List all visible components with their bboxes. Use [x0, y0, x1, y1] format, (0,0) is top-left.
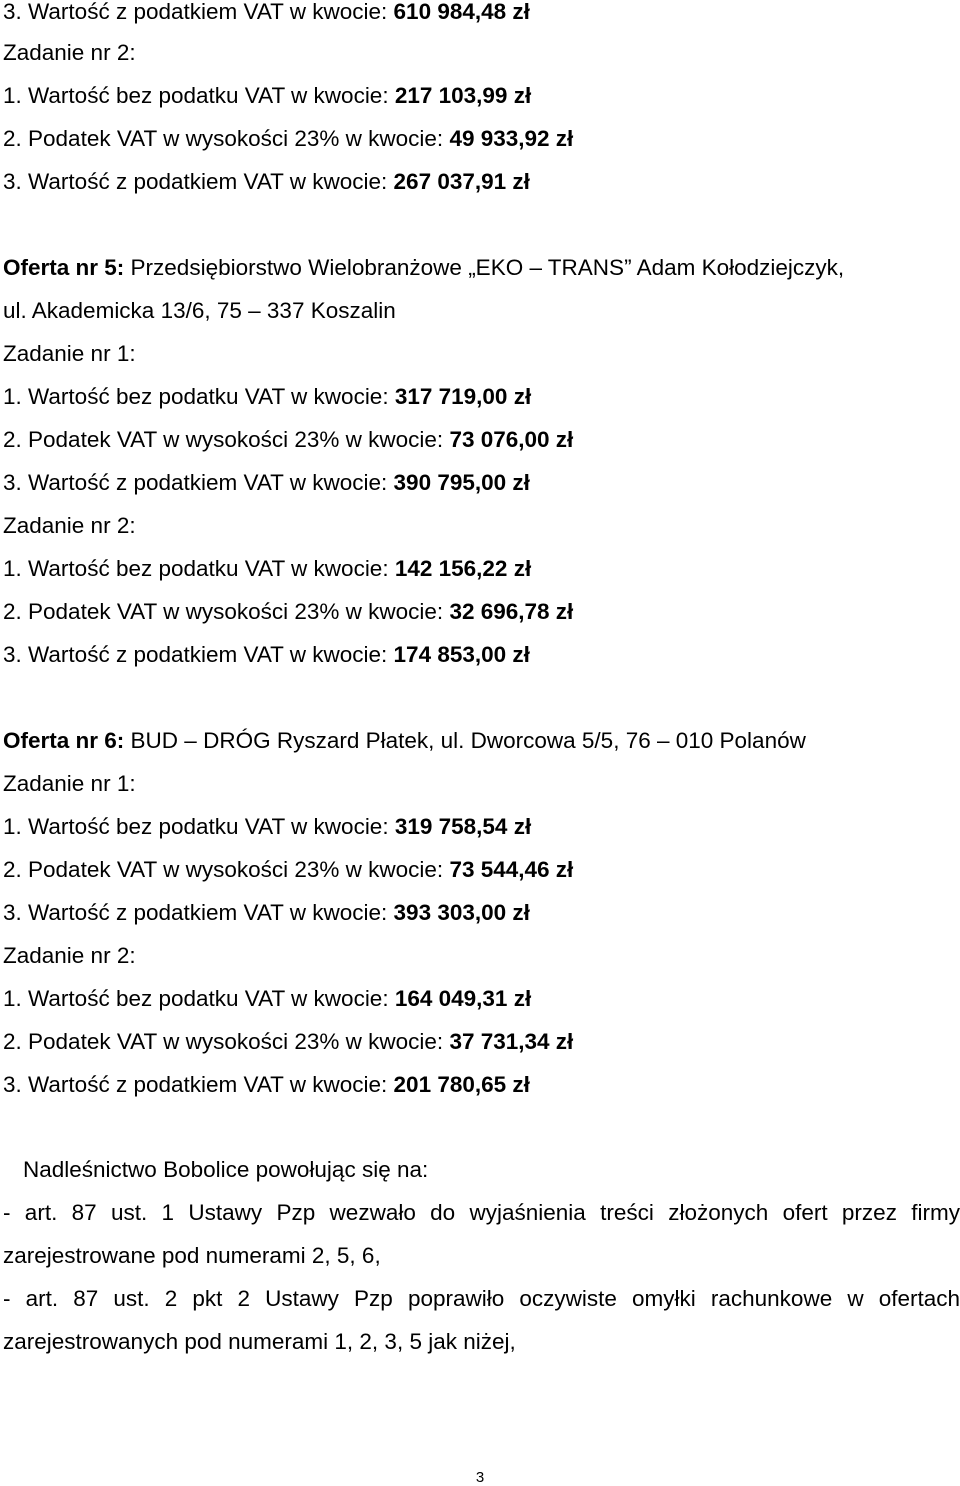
paragraph-intro: Nadleśnictwo Bobolice powołując się na: [23, 1157, 429, 1182]
value-without-vat-line: 1. Wartość bez podatku VAT w kwocie: 319 758,54 zł [3, 814, 532, 839]
amount: 32 696,78 zł [449, 599, 574, 624]
task-heading: Zadanie nr 2: [3, 40, 136, 65]
amount: 317 719,00 zł [394, 384, 532, 409]
offer-address: ul. Akademicka 13/6, 75 – 337 Koszalin [3, 298, 396, 323]
amount: 267 037,91 zł [393, 169, 530, 194]
amount: 393 303,00 zł [393, 900, 530, 925]
amount: 174 853,00 zł [393, 642, 530, 667]
paragraph-line: - art. 87 ust. 2 pkt 2 Ustawy Pzp poprawiło oczywiste omyłki rachunkowe w ofertach [3, 1286, 960, 1311]
value-with-vat-line: 3. Wartość z podatkiem VAT w kwocie: 390 795,00 zł [3, 470, 530, 495]
vat-amount-line: 2. Podatek VAT w wysokości 23% w kwocie: 49 933,92 zł [3, 126, 574, 151]
value-without-vat-line: 1. Wartość bez podatku VAT w kwocie: 142 156,22 zł [3, 556, 532, 581]
amount: 390 795,00 zł [393, 470, 530, 495]
vat-amount-line: 2. Podatek VAT w wysokości 23% w kwocie: 32 696,78 zł [3, 599, 574, 624]
paragraph-line: zarejestrowanych pod numerami 1, 2, 3, 5 jak niżej, [3, 1329, 516, 1354]
amount: 217 103,99 zł [394, 83, 532, 108]
page-number: 3 [475, 1469, 485, 1486]
amount: 319 758,54 zł [394, 814, 532, 839]
offer-company: BUD – DRÓG Ryszard Płatek, ul. Dworcowa 5/5, 76 – 010 Polanów [130, 728, 806, 753]
amount: 37 731,34 zł [449, 1029, 574, 1054]
value-with-vat-line: 3. Wartość z podatkiem VAT w kwocie: 201 780,65 zł [3, 1072, 530, 1097]
offer-company: Przedsiębiorstwo Wielobranżowe „EKO – TRANS” Adam Kołodziejczyk, [130, 255, 845, 280]
paragraph-line: - art. 87 ust. 1 Ustawy Pzp wezwało do wyjaśnienia treści złożonych ofert przez firmy [3, 1200, 960, 1225]
task-heading: Zadanie nr 1: [3, 771, 136, 796]
value-without-vat-line: 1. Wartość bez podatku VAT w kwocie: 217 103,99 zł [3, 83, 532, 108]
vat-amount-line: 2. Podatek VAT w wysokości 23% w kwocie: 37 731,34 zł [3, 1029, 574, 1054]
amount: 49 933,92 zł [449, 126, 574, 151]
amount: 164 049,31 zł [394, 986, 532, 1011]
value-with-vat-line: 3. Wartość z podatkiem VAT w kwocie: 393 303,00 zł [3, 900, 530, 925]
amount: 73 076,00 zł [449, 427, 574, 452]
task-heading: Zadanie nr 1: [3, 341, 136, 366]
amount: 610 984,48 zł [393, 0, 530, 24]
vat-amount-line: 2. Podatek VAT w wysokości 23% w kwocie: 73 076,00 zł [3, 427, 574, 452]
vat-amount-line: 2. Podatek VAT w wysokości 23% w kwocie: 73 544,46 zł [3, 857, 574, 882]
amount: 201 780,65 zł [393, 1072, 530, 1097]
value-with-vat-line: 3. Wartość z podatkiem VAT w kwocie: 174 853,00 zł [3, 642, 530, 667]
value-without-vat-line: 1. Wartość bez podatku VAT w kwocie: 317 719,00 zł [3, 384, 532, 409]
offer-label: Oferta nr 5: [3, 255, 125, 280]
task-heading: Zadanie nr 2: [3, 943, 136, 968]
paragraph-line: zarejestrowane pod numerami 2, 5, 6, [3, 1243, 381, 1268]
amount: 73 544,46 zł [449, 857, 574, 882]
value-with-vat-line: 3. Wartość z podatkiem VAT w kwocie: 610 984,48 zł [3, 0, 530, 24]
offer-label: Oferta nr 6: [3, 728, 125, 753]
task-heading: Zadanie nr 2: [3, 513, 136, 538]
value-with-vat-line: 3. Wartość z podatkiem VAT w kwocie: 267 037,91 zł [3, 169, 530, 194]
amount: 142 156,22 zł [394, 556, 532, 581]
offer-heading [3, 253, 844, 283]
offer-heading [3, 726, 806, 756]
value-without-vat-line: 1. Wartość bez podatku VAT w kwocie: 164 049,31 zł [3, 986, 532, 1011]
